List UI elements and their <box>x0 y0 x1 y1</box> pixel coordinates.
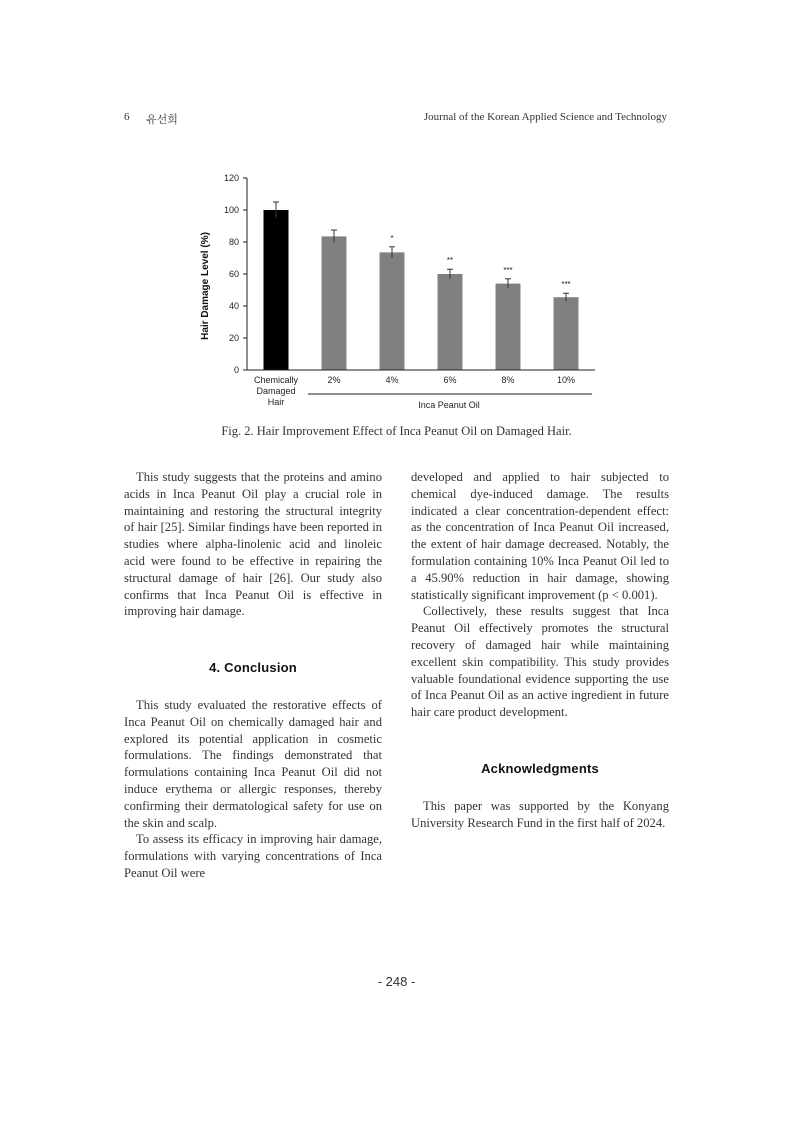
x-tick-label: 4% <box>385 375 399 385</box>
x-tick-label: Hair <box>267 397 285 407</box>
y-tick-label: 120 <box>223 173 239 183</box>
x-tick-label: 6% <box>443 375 457 385</box>
significance-label: *** <box>503 265 513 275</box>
y-tick-label: 60 <box>228 269 239 279</box>
bars <box>264 202 579 370</box>
x-tick-label: Damaged <box>256 386 296 396</box>
hair-damage-bar-chart <box>190 168 600 418</box>
figure-caption: Fig. 2. Hair Improvement Effect of Inca Peanut Oil on Damaged Hair. <box>221 424 572 438</box>
left-column <box>124 469 382 882</box>
right-column <box>411 469 669 831</box>
y-axis-label: Hair Damage Level (%) <box>200 232 211 340</box>
bar <box>496 284 521 370</box>
journal-title: Journal of the Korean Applied Science and Technology <box>423 111 667 123</box>
paragraph: developed and applied to hair subjected to chemical dye-induced damage. The results indicated a clear concentration-dependent effect: as the concentration of Inca Peanut Oil increased, the extent of hair damage decreased. Notably, the formulation containing 10% Inca Peanut Oil led to a 45.90% reduction in hair damage, showing statistically significant improvement (p < 0.001). <box>411 470 669 602</box>
y-axis <box>224 173 247 375</box>
paragraph: This paper was supported by the Konyang University Research Fund in the first half of 2024. <box>411 798 669 830</box>
y-tick-label: 40 <box>228 301 239 311</box>
chart-canvas <box>190 168 600 418</box>
significance-label: * <box>390 233 394 243</box>
significance-label: ** <box>446 256 454 266</box>
bar <box>438 274 463 370</box>
page-number: 6 <box>124 111 130 123</box>
acknowledgments-heading: Acknowledgments <box>481 760 599 776</box>
running-header <box>124 111 667 127</box>
x-tick-label: 8% <box>501 375 515 385</box>
y-tick-label: 80 <box>228 237 239 247</box>
x-tick-label: Chemically <box>253 375 299 385</box>
bar <box>380 252 405 370</box>
paragraph: To assess its efficacy in improving hair damage, formulations with varying concentrations of Inca Peanut Oil were <box>124 832 382 880</box>
y-tick-label: 20 <box>228 333 239 343</box>
y-tick-label: 0 <box>233 365 239 375</box>
x-tick-label: 10% <box>556 375 576 385</box>
bar <box>322 236 347 370</box>
paragraph: This study suggests that the proteins and amino acids in Inca Peanut Oil play a crucial role in maintaining and restoring the structural integrity of hair [25]. Similar findings have been reported in studies where alpha-linolenic acid and linoleic acid were found to be effective in repairing the structural damage of hair [26]. Our study also confirms that Inca Peanut Oil is effective in improving hair damage. <box>124 470 382 619</box>
significance-label: *** <box>561 280 571 290</box>
conclusion-heading: 4. Conclusion <box>209 660 297 676</box>
author-name: 유선희 <box>146 114 178 126</box>
page-footer: - 248 - <box>377 974 416 989</box>
bar <box>264 210 289 370</box>
bar <box>554 297 579 370</box>
y-tick-label: 100 <box>223 205 239 215</box>
x-group-label: Inca Peanut Oil <box>418 400 480 410</box>
x-tick-label: 2% <box>327 375 341 385</box>
paragraph: This study evaluated the restorative effects of Inca Peanut Oil on chemically damaged hair and explored its potential application in cosmetic formulations. The findings demonstrated that formulations containing Inca Peanut Oil did not induce erythema or allergic responses, thereby confirming their dermatological safety for use on the skin and scalp. <box>124 697 382 830</box>
paragraph: Collectively, these results suggest that Inca Peanut Oil effectively promotes the structural recovery of damaged hair while maintaining excellent skin compatibility. This study provides valuable foundational evidence supporting the use of Inca Peanut Oil as an active ingredient in future hair care product development. <box>411 604 669 720</box>
